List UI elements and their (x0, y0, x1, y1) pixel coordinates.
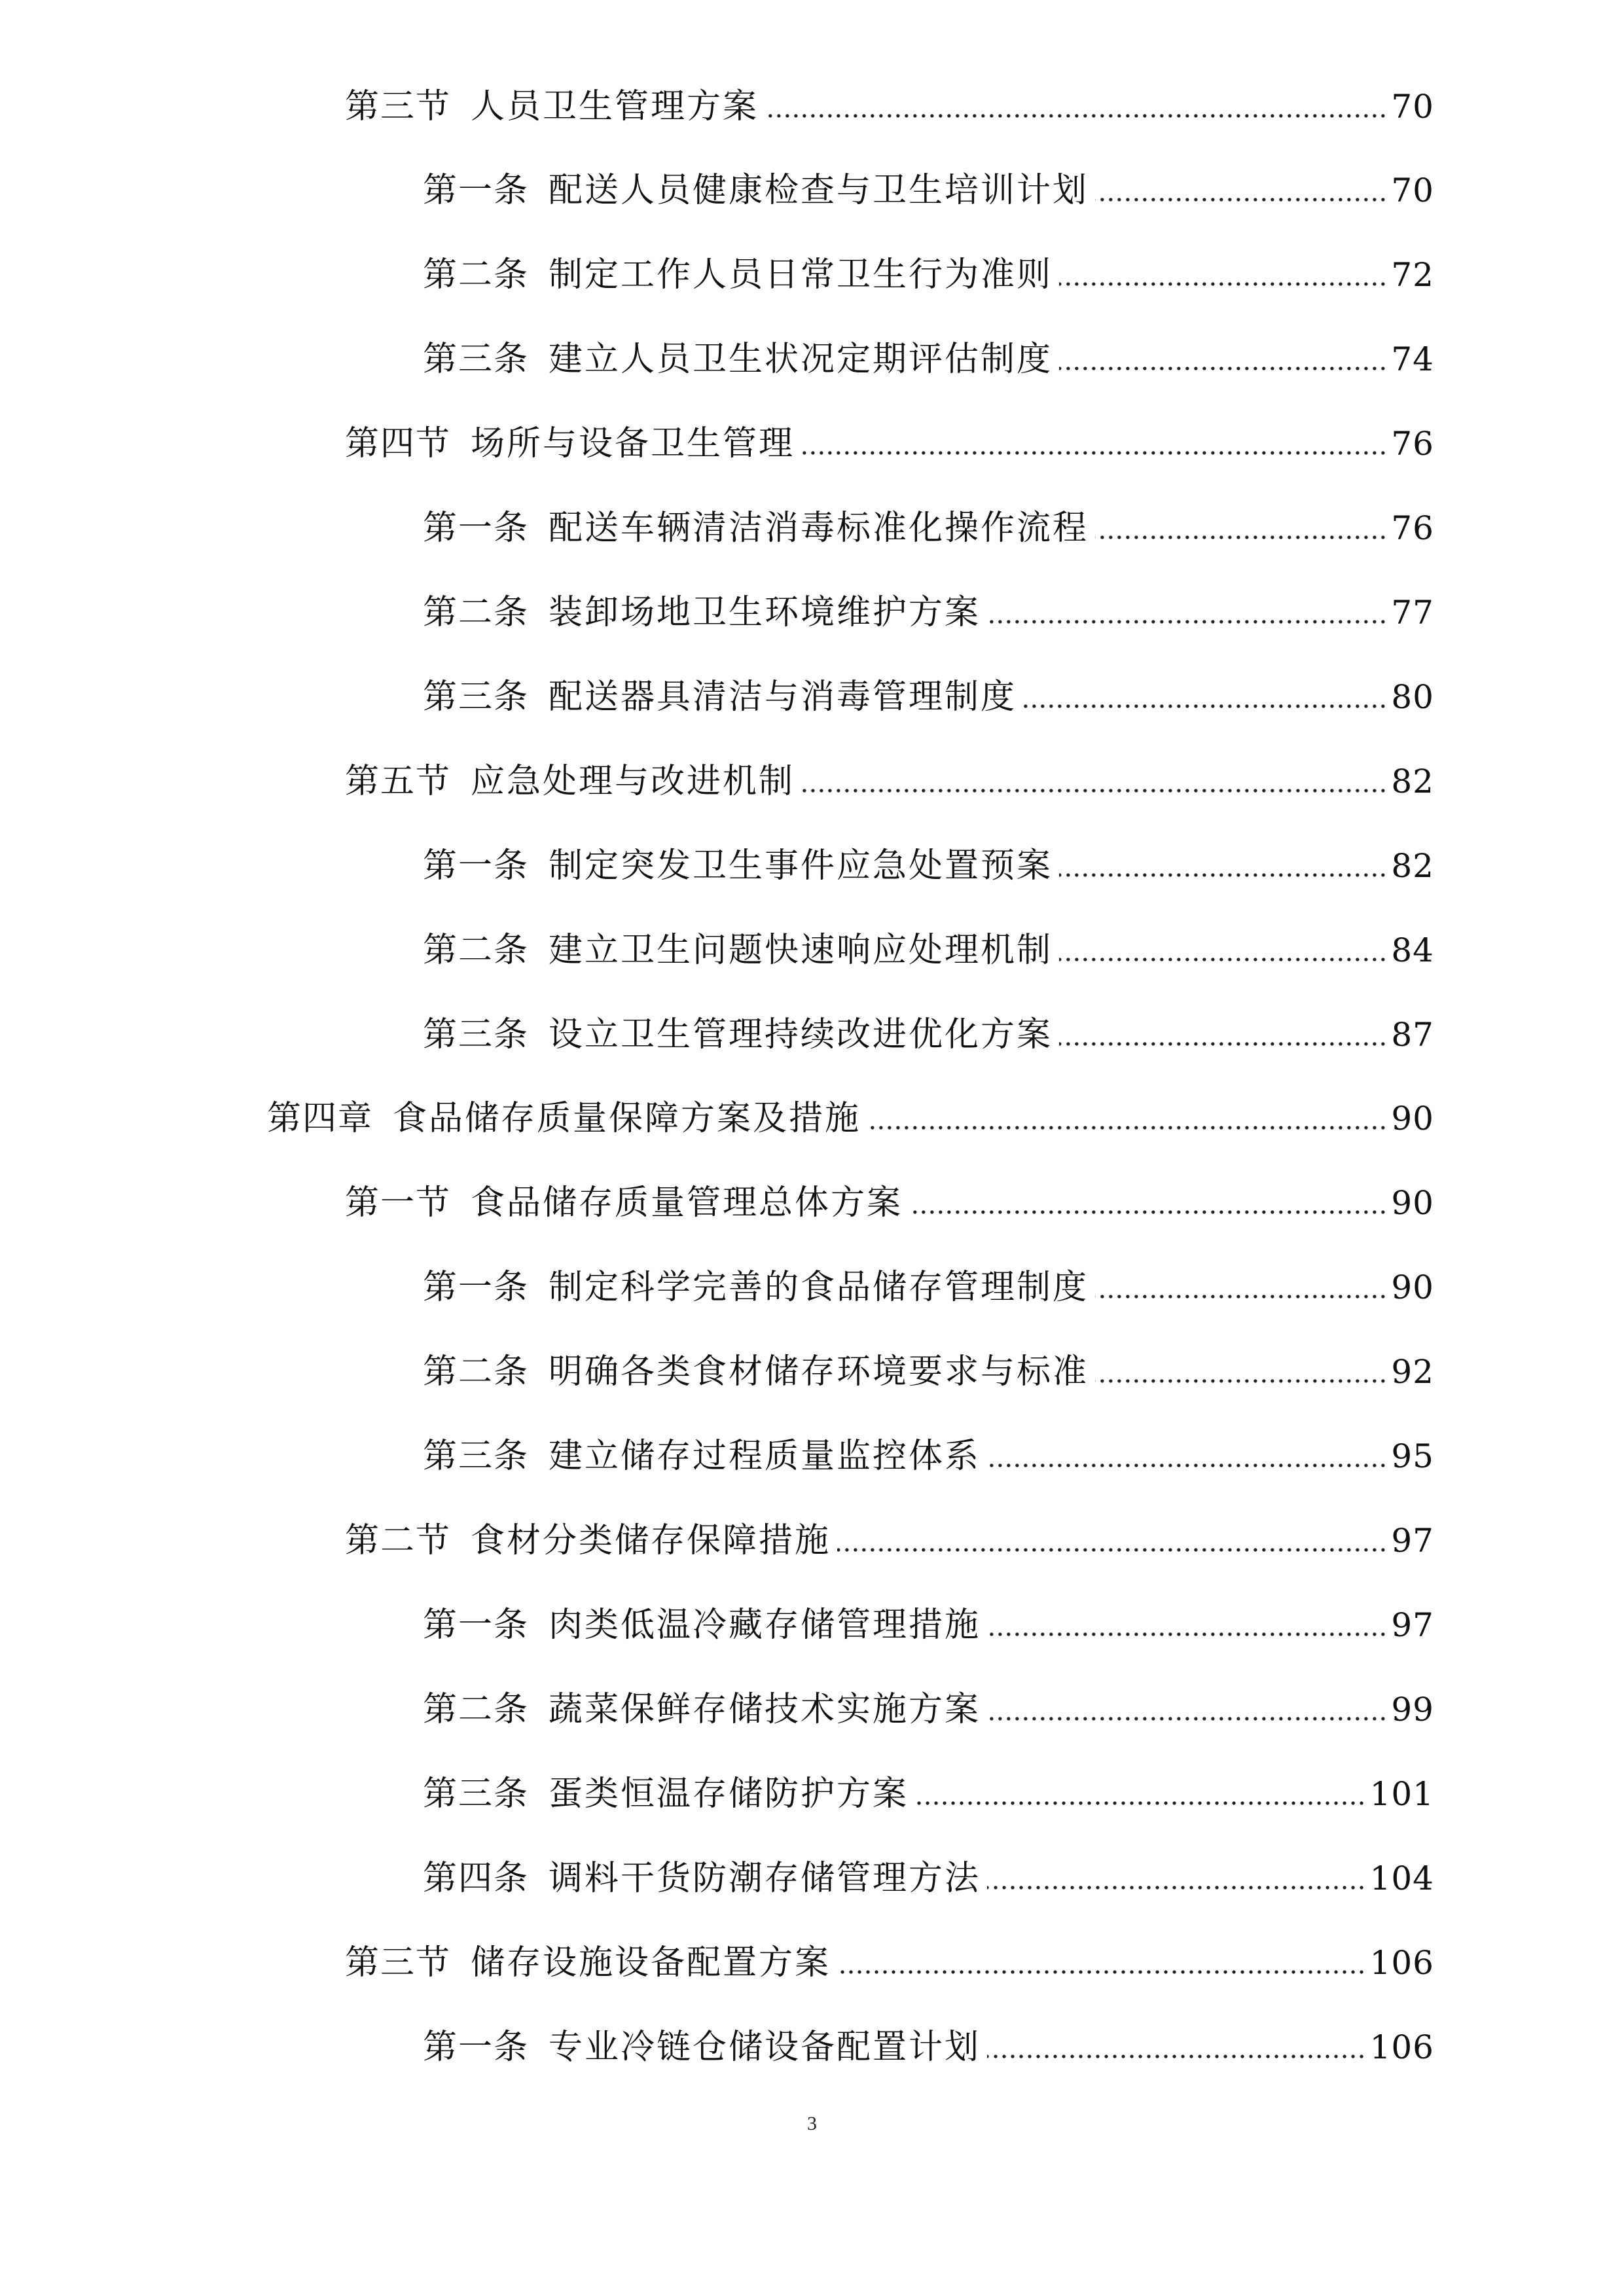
toc-dot-leader (1059, 871, 1387, 879)
toc-dot-leader (801, 449, 1387, 457)
toc-dot-leader (1095, 1293, 1387, 1300)
toc-entry[interactable] (423, 499, 1434, 558)
toc-entry-number: 第二节 (345, 1521, 452, 1560)
toc-entry-number: 第一条 (423, 1605, 530, 1645)
toc-entry-page: 77 (1391, 594, 1434, 632)
toc-entry-title: 肉类低温冷藏存储管理措施 (549, 1605, 981, 1645)
toc-entry-number: 第二条 (423, 1352, 530, 1391)
toc-entry[interactable] (423, 1427, 1434, 1486)
toc-entry-page: 106 (1369, 1944, 1434, 1982)
toc-entry-page: 95 (1391, 1437, 1434, 1475)
toc-entry-title: 调料干货防潮存储管理方法 (549, 1859, 981, 1898)
toc-entry-title: 制定突发卫生事件应急处置预案 (549, 846, 1053, 886)
toc-entry-title: 建立卫生问题快速响应处理机制 (549, 931, 1053, 970)
toc-dot-leader (1095, 196, 1387, 204)
toc-entry-page: 92 (1391, 1353, 1434, 1391)
toc-entry[interactable] (345, 1511, 1434, 1570)
toc-entry-page: 104 (1369, 1859, 1434, 1897)
toc-entry-page: 97 (1391, 1522, 1434, 1560)
toc-dot-leader (1059, 365, 1387, 372)
toc-entry-number: 第三节 (345, 1943, 452, 1982)
toc-dot-leader (987, 1884, 1366, 1892)
toc-dot-leader (837, 1546, 1387, 1554)
toc-entry[interactable] (423, 1849, 1434, 1908)
toc-entry-page: 106 (1369, 2028, 1434, 2066)
toc-entry-title: 人员卫生管理方案 (471, 87, 759, 126)
toc-dot-leader (987, 618, 1387, 626)
toc-entry-number: 第三节 (345, 87, 452, 126)
toc-entry-number: 第四章 (267, 1099, 374, 1138)
toc-dot-leader (1059, 1040, 1387, 1048)
toc-entry-title: 装卸场地卫生环境维护方案 (549, 593, 981, 632)
page-number: 3 (807, 2113, 817, 2134)
toc-entry[interactable] (423, 583, 1434, 642)
toc-entry[interactable] (423, 161, 1434, 220)
toc-entry-number: 第一条 (423, 509, 530, 548)
toc-entry-page: 97 (1391, 1606, 1434, 1644)
toc-entry[interactable] (423, 1258, 1434, 1317)
toc-entry[interactable] (345, 414, 1434, 473)
toc-entry-number: 第一条 (423, 2028, 530, 2067)
toc-entry-page: 90 (1391, 1268, 1434, 1306)
toc-entry-number: 第一条 (423, 846, 530, 886)
toc-entry-page: 76 (1391, 425, 1434, 463)
toc-entry-title: 食品储存质量管理总体方案 (471, 1183, 903, 1223)
toc-entry[interactable] (423, 1005, 1434, 1064)
toc-entry-title: 设立卫生管理持续改进优化方案 (549, 1015, 1053, 1054)
toc-entry-page: 76 (1391, 509, 1434, 547)
toc-entry-number: 第三条 (423, 1437, 530, 1476)
toc-entry-page: 99 (1391, 1691, 1434, 1729)
toc-entry-page: 70 (1391, 88, 1434, 126)
toc-entry[interactable] (423, 1342, 1434, 1401)
toc-entry-number: 第一条 (423, 1268, 530, 1307)
toc-entry-number: 第三条 (423, 1015, 530, 1054)
toc-entry-title: 制定工作人员日常卫生行为准则 (549, 255, 1053, 295)
toc-entry[interactable] (423, 2018, 1434, 2077)
toc-dot-leader (987, 1630, 1387, 1638)
toc-entry[interactable] (423, 921, 1434, 980)
toc-entry-title: 建立人员卫生状况定期评估制度 (549, 340, 1053, 379)
toc-entry-number: 第二条 (423, 255, 530, 295)
toc-entry-title: 专业冷链仓储设备配置计划 (549, 2028, 981, 2067)
toc-entry-page: 101 (1369, 1775, 1434, 1813)
toc-dot-leader (987, 1715, 1387, 1723)
toc-entry-number: 第一条 (423, 171, 530, 210)
toc-dot-leader (1095, 533, 1387, 541)
toc-entry-title: 明确各类食材储存环境要求与标准 (549, 1352, 1089, 1391)
toc-entry-number: 第四节 (345, 424, 452, 463)
toc-entry[interactable] (345, 1933, 1434, 1992)
toc-entry[interactable] (423, 1765, 1434, 1823)
toc-entry-title: 食材分类储存保障措施 (471, 1521, 831, 1560)
toc-dot-leader (801, 787, 1387, 795)
toc-entry-title: 制定科学完善的食品储存管理制度 (549, 1268, 1089, 1307)
toc-entry[interactable] (345, 752, 1434, 811)
toc-entry-title: 场所与设备卫生管理 (471, 424, 795, 463)
toc-dot-leader (915, 1799, 1366, 1807)
toc-entry-title: 配送人员健康检查与卫生培训计划 (549, 171, 1089, 210)
toc-entry-page: 82 (1391, 762, 1434, 800)
toc-entry-title: 应急处理与改进机制 (471, 762, 795, 801)
toc-entry[interactable] (345, 77, 1434, 136)
toc-dot-leader (987, 1462, 1387, 1469)
toc-entry-number: 第五节 (345, 762, 452, 801)
toc-entry-number: 第二条 (423, 1690, 530, 1729)
toc-entry-title: 储存设施设备配置方案 (471, 1943, 831, 1982)
toc-dot-leader (765, 112, 1387, 120)
toc-entry-page: 72 (1391, 256, 1434, 294)
toc-entry-page: 74 (1391, 340, 1434, 378)
toc-entry[interactable] (267, 1089, 1434, 1148)
toc-entry[interactable] (345, 1174, 1434, 1232)
toc-entry-number: 第三条 (423, 677, 530, 717)
toc-entry-page: 87 (1391, 1016, 1434, 1054)
toc-entry-page: 80 (1391, 678, 1434, 716)
toc-entry-page: 90 (1391, 1184, 1434, 1222)
toc-entry-title: 配送器具清洁与消毒管理制度 (549, 677, 1017, 717)
toc-dot-leader (837, 1968, 1366, 1976)
toc-dot-leader (987, 2053, 1366, 2060)
toc-dot-leader (1023, 702, 1387, 710)
toc-entry-title: 食品储存质量保障方案及措施 (393, 1099, 861, 1138)
toc-entry-number: 第三条 (423, 340, 530, 379)
toc-entry-number: 第四条 (423, 1859, 530, 1898)
toc-dot-leader (1095, 1377, 1387, 1385)
toc-entry-page: 90 (1391, 1100, 1434, 1138)
toc-entry-title: 配送车辆清洁消毒标准化操作流程 (549, 509, 1089, 548)
toc-entry-title: 蛋类恒温存储防护方案 (549, 1774, 909, 1814)
toc-entry-number: 第三条 (423, 1774, 530, 1814)
toc-entry[interactable] (423, 1680, 1434, 1739)
toc-dot-leader (1059, 280, 1387, 288)
toc-entry-page: 82 (1391, 847, 1434, 885)
toc-entry-number: 第一节 (345, 1183, 452, 1223)
toc-entry[interactable] (423, 245, 1434, 304)
toc-entry-page: 70 (1391, 171, 1434, 209)
toc-entry[interactable] (423, 330, 1434, 389)
toc-dot-leader (909, 1208, 1387, 1216)
toc-entry-title: 建立储存过程质量监控体系 (549, 1437, 981, 1476)
toc-entry-page: 84 (1391, 931, 1434, 969)
toc-dot-leader (867, 1124, 1387, 1132)
toc-entry-title: 蔬菜保鲜存储技术实施方案 (549, 1690, 981, 1729)
toc-entry[interactable] (423, 668, 1434, 726)
toc-entry[interactable] (423, 836, 1434, 895)
toc-entry-number: 第二条 (423, 593, 530, 632)
toc-entry[interactable] (423, 1596, 1434, 1655)
toc-dot-leader (1059, 956, 1387, 963)
toc-entry-number: 第二条 (423, 931, 530, 970)
